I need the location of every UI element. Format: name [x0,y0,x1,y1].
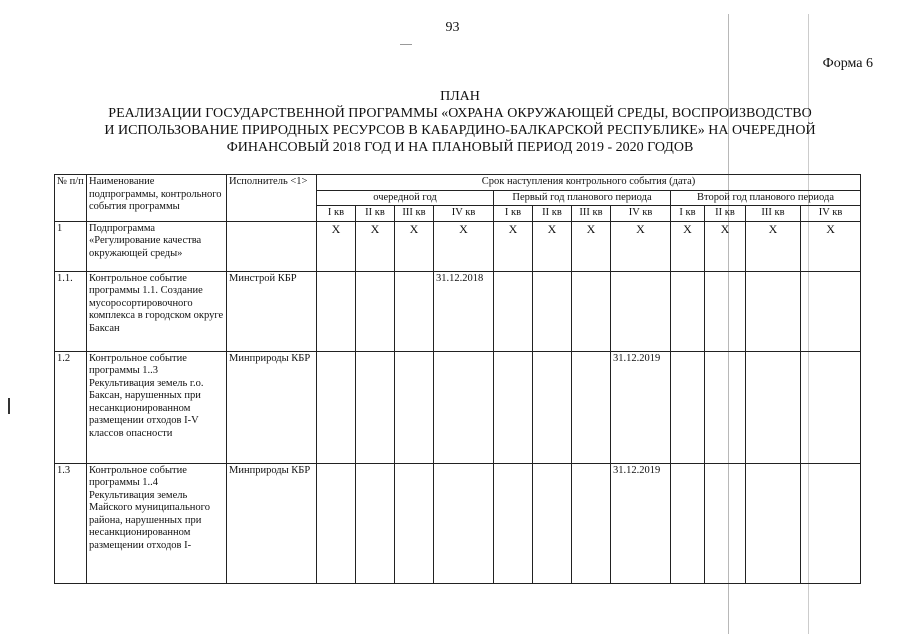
header-executor: Исполнитель <1> [227,175,317,222]
quarter-cell [572,351,611,463]
header-quarter: III кв [395,206,434,222]
quarter-cell: X [572,221,611,271]
row-number: 1.3 [55,463,87,583]
quarter-cell [705,271,746,351]
header-quarter: I кв [671,206,705,222]
table-row [55,351,861,463]
quarter-cell [395,463,434,583]
quarter-cell [671,271,705,351]
quarter-cell [434,463,494,583]
quarter-cell [611,271,671,351]
row-name: Контрольное событие программы 1..3 Рекультивация земель г.о. Баксан, нарушенных при несанкционированном размещении отходов I-V классов опасности [87,351,227,463]
quarter-cell [434,351,494,463]
title-line-2: РЕАЛИЗАЦИИ ГОСУДАРСТВЕННОЙ ПРОГРАММЫ «ОХРАНА ОКРУЖАЮЩЕЙ СРЕДЫ, ВОСПРОИЗВОДСТВО [108,106,812,121]
page-number: 93 [445,20,460,35]
header-row-1 [55,175,861,191]
quarter-cell [494,271,533,351]
header-quarter: II кв [356,206,395,222]
title-line-3: И ИСПОЛЬЗОВАНИЕ ПРИРОДНЫХ РЕСУРСОВ В КАБАРДИНО-БАЛКАРСКОЙ РЕСПУБЛИКЕ» НА ОЧЕРЕДНОЙ [104,123,816,138]
quarter-cell: X [434,221,494,271]
row-number: 1.1. [55,271,87,351]
quarter-cell [356,463,395,583]
quarter-cell [801,463,861,583]
row-executor: Минприроды КБР [227,351,317,463]
quarter-cell [705,351,746,463]
quarter-cell [395,271,434,351]
scan-artifact [400,44,412,45]
scan-artifact [808,14,809,634]
header-name: Наименование подпрограммы, контрольного события программы [87,175,227,222]
quarter-cell: X [671,221,705,271]
quarter-cell: 31.12.2019 [611,463,671,583]
header-quarter: III кв [572,206,611,222]
header-deadline: Срок наступления контрольного события (дата) [317,175,861,191]
plan-table [54,174,861,584]
quarter-cell [572,463,611,583]
document-title [40,88,880,156]
quarter-cell: X [705,221,746,271]
quarter-cell [356,351,395,463]
quarter-cell [572,271,611,351]
title-line-1: ПЛАН [440,89,480,104]
table-row [55,271,861,351]
header-quarter: IV кв [801,206,861,222]
row-executor [227,221,317,271]
quarter-cell: X [494,221,533,271]
quarter-cell [356,271,395,351]
header-quarter: I кв [494,206,533,222]
row-number: 1.2 [55,351,87,463]
quarter-cell [533,271,572,351]
header-group-current-year: очередной год [317,190,494,206]
quarter-cell: X [611,221,671,271]
quarter-cell [317,463,356,583]
row-executor: Минстрой КБР [227,271,317,351]
row-name: Контрольное событие программы 1.1. Создание мусоросортировочного комплекса в городском округе Баксан [87,271,227,351]
quarter-cell [746,463,801,583]
quarter-cell [671,351,705,463]
quarter-cell [705,463,746,583]
row-name: Контрольное событие программы 1..4 Рекультивация земель Майского муниципального района, нарушенных при несанкционированном размещении отходов I- [87,463,227,583]
quarter-cell: X [317,221,356,271]
quarter-cell: X [395,221,434,271]
header-quarter: III кв [746,206,801,222]
quarter-cell: X [746,221,801,271]
quarter-cell: X [801,221,861,271]
quarter-cell [317,271,356,351]
quarter-cell [533,351,572,463]
header-quarter: II кв [705,206,746,222]
quarter-cell: X [533,221,572,271]
quarter-cell [395,351,434,463]
title-line-4: ФИНАНСОВЫЙ 2018 ГОД И НА ПЛАНОВЫЙ ПЕРИОД 2019 - 2020 ГОДОВ [226,140,694,155]
quarter-cell [494,463,533,583]
quarter-cell: X [356,221,395,271]
row-number: 1 [55,221,87,271]
quarter-cell [494,351,533,463]
quarter-cell [746,271,801,351]
row-executor: Минприроды КБР [227,463,317,583]
header-group-first-plan-year: Первый год планового периода [494,190,671,206]
header-group-second-plan-year: Второй год планового периода [671,190,861,206]
row-name: Подпрограмма «Регулирование качества окружающей среды» [87,221,227,271]
header-num: № п/п [55,175,87,222]
table-row [55,463,861,583]
table-row [55,221,861,271]
quarter-cell [801,351,861,463]
quarter-cell: 31.12.2018 [434,271,494,351]
quarter-cell [801,271,861,351]
scan-artifact [728,14,729,634]
header-quarter: II кв [533,206,572,222]
form-label: Форма 6 [822,56,873,71]
quarter-cell [671,463,705,583]
header-quarter: IV кв [434,206,494,222]
scan-artifact [8,398,10,414]
quarter-cell [746,351,801,463]
header-quarter: I кв [317,206,356,222]
quarter-cell: 31.12.2019 [611,351,671,463]
quarter-cell [533,463,572,583]
quarter-cell [317,351,356,463]
header-quarter: IV кв [611,206,671,222]
